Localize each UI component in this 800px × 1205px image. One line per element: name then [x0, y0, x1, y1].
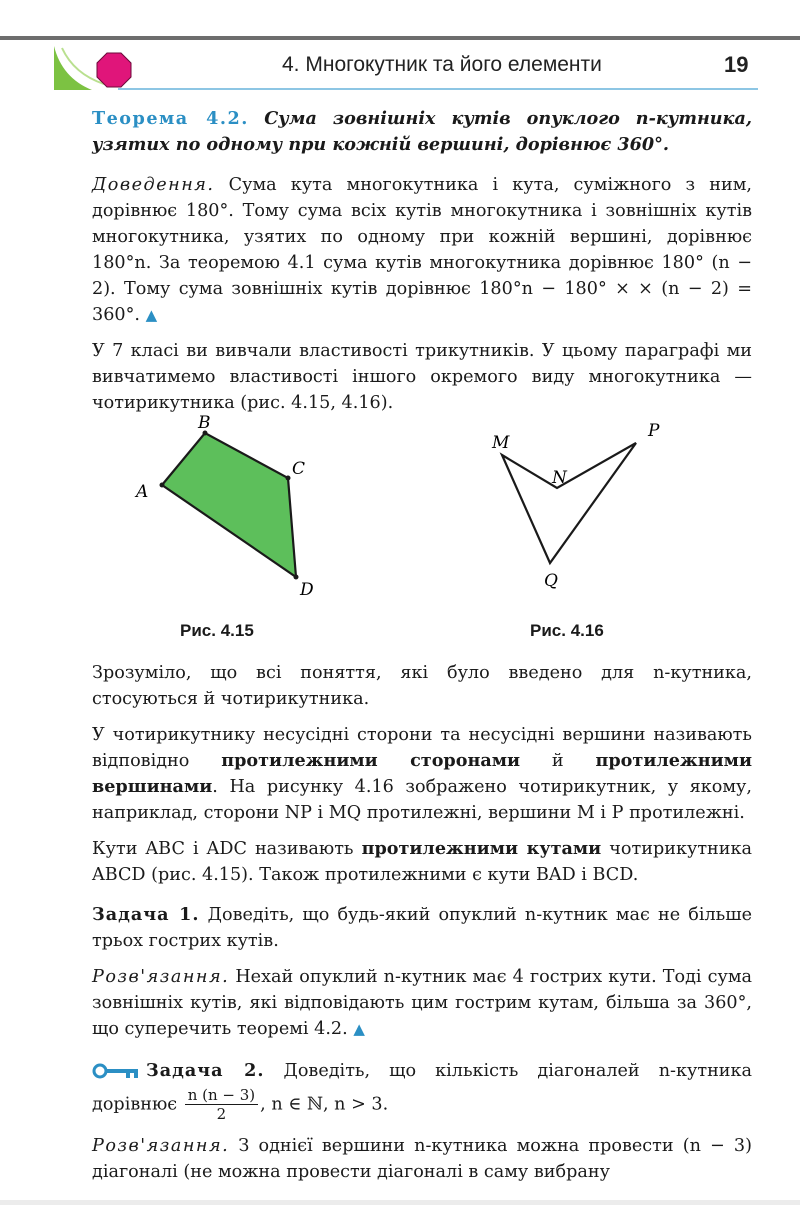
fraction-diagonals: [185, 1086, 258, 1123]
solution-1-text: Нехай опуклий n-кутник має 4 гострих кути. Тоді сума зовнішніх кутів, які відповідають цим гострим кутам, більша за 360°, що суперечить теоремі 4.2.: [92, 967, 752, 1039]
figure-caption-4-15: Рис. 4.15: [180, 621, 254, 640]
concepts-paragraph: Зрозуміло, що всі поняття, які було введено для n-кутника, стосуються й чотирикутника.: [92, 663, 752, 709]
opposite-text-mid: й: [520, 751, 596, 771]
proof-text: Сума кута многокутника і кута, суміжного з ним, дорівнює 180°. Тому сума всіх кутів многокутника і зовнішніх кутів многокутника, узятих по одному при кожній вершині, дорівнює 180°n. За теоремою 4.1 сума кутів многокутника дорівнює 180° (n − 2). Тому сума зовнішніх кутів дорівнює 180°n − 180° × × (n − 2) = 360°.: [92, 175, 752, 325]
chapter-title: 4. Многокутник та його елементи: [282, 53, 602, 76]
intro-paragraph: У 7 класі ви вивчали властивості трикутників. У цьому параграфі ми вивчатимемо властивості іншого окремого виду многокутника — чотирикутника (рис. 4.15, 4.16).: [92, 341, 752, 413]
bottom-border: [0, 1200, 800, 1205]
opposite-text-1: У чотирикутнику несусідні сторони та несусідні вершини називають відповідно: [92, 725, 752, 771]
term-opposite-sides: протилежними сторонами: [221, 750, 521, 771]
theorem-text: Сума зовнішніх кутів опуклого n-кутника, узятих по одному при кожній вершині, дорівнює 360°.: [92, 108, 752, 155]
task-2-text-1: Доведіть, що кількість діагоналей n-кутника дорівнює: [92, 1061, 753, 1115]
term-opposite-vertices: протилежними вершинами: [92, 750, 752, 797]
opposite-angles-paragraph: [92, 836, 752, 888]
solution-2-paragraph: [92, 1133, 752, 1185]
vertex-label-m: M: [492, 433, 510, 453]
quadrilateral-abcd: [162, 433, 296, 577]
top-border: [0, 36, 800, 40]
task-2-text-2: , n ∈ ℕ, n > 3.: [260, 1094, 389, 1115]
opposite-text-2: . На рисунку 4.16 зображено чотирикутник, у якому, наприклад, сторони NP і MQ протилежні, вершини M і P протилежні.: [92, 777, 752, 823]
octagon-marker-icon: [96, 52, 132, 88]
task-2-label: Задача 2.: [146, 1060, 265, 1081]
figure-caption-4-16: Рис. 4.16: [530, 621, 604, 640]
vertex-label-q: Q: [544, 571, 558, 591]
angles-text-2: чотирикутника ABCD (рис. 4.15). Також протилежними є кути BAD і BCD.: [92, 839, 752, 885]
page-number: 19: [724, 52, 749, 77]
page-content-bottom: [92, 660, 752, 1185]
fraction-numerator: n (n − 3): [185, 1086, 258, 1105]
vertex-label-d: D: [300, 580, 314, 600]
vertex-label-n: N: [552, 468, 567, 488]
task-1-text: Доведіть, що будь-який опуклий n-кутник має не більше трьох гострих кутів.: [92, 905, 752, 951]
opposite-sides-paragraph: [92, 722, 752, 826]
solution-2-label: Розв'язання.: [92, 1136, 230, 1156]
theorem-label: Теорема 4.2.: [92, 108, 249, 129]
proof-paragraph: [92, 172, 752, 328]
angles-text-1: Кути ABC і ADC називають: [92, 839, 362, 859]
term-opposite-angles: протилежними кутами: [361, 838, 602, 859]
key-icon: [92, 1063, 142, 1079]
solution-1-label: Розв'язання.: [92, 967, 230, 987]
end-solution-icon: ▲: [353, 1020, 365, 1038]
vertex-label-b: B: [198, 413, 211, 433]
task-1-paragraph: [92, 902, 752, 954]
figures-svg: [92, 405, 752, 655]
solution-2-text: З однієї вершини n-кутника можна провести (n − 3) діагоналі (не можна провести діагоналі в саму вибрану: [92, 1136, 752, 1182]
task-2-paragraph: [92, 1056, 752, 1123]
solution-1-paragraph: [92, 964, 752, 1042]
vertex-label-c: C: [292, 459, 306, 479]
figures-area: [92, 405, 752, 655]
vertex-label-a: A: [136, 482, 149, 502]
task-1-label: Задача 1.: [92, 904, 200, 925]
quadrilateral-mnpq: [502, 443, 636, 563]
proof-label: Доведення.: [92, 175, 215, 195]
fraction-denominator: 2: [216, 1105, 227, 1123]
vertex-label-p: P: [648, 421, 660, 441]
end-proof-icon: ▲: [145, 306, 158, 324]
header-rule: [118, 88, 758, 90]
theorem-paragraph: [92, 106, 752, 158]
page-content-top: [92, 106, 752, 416]
